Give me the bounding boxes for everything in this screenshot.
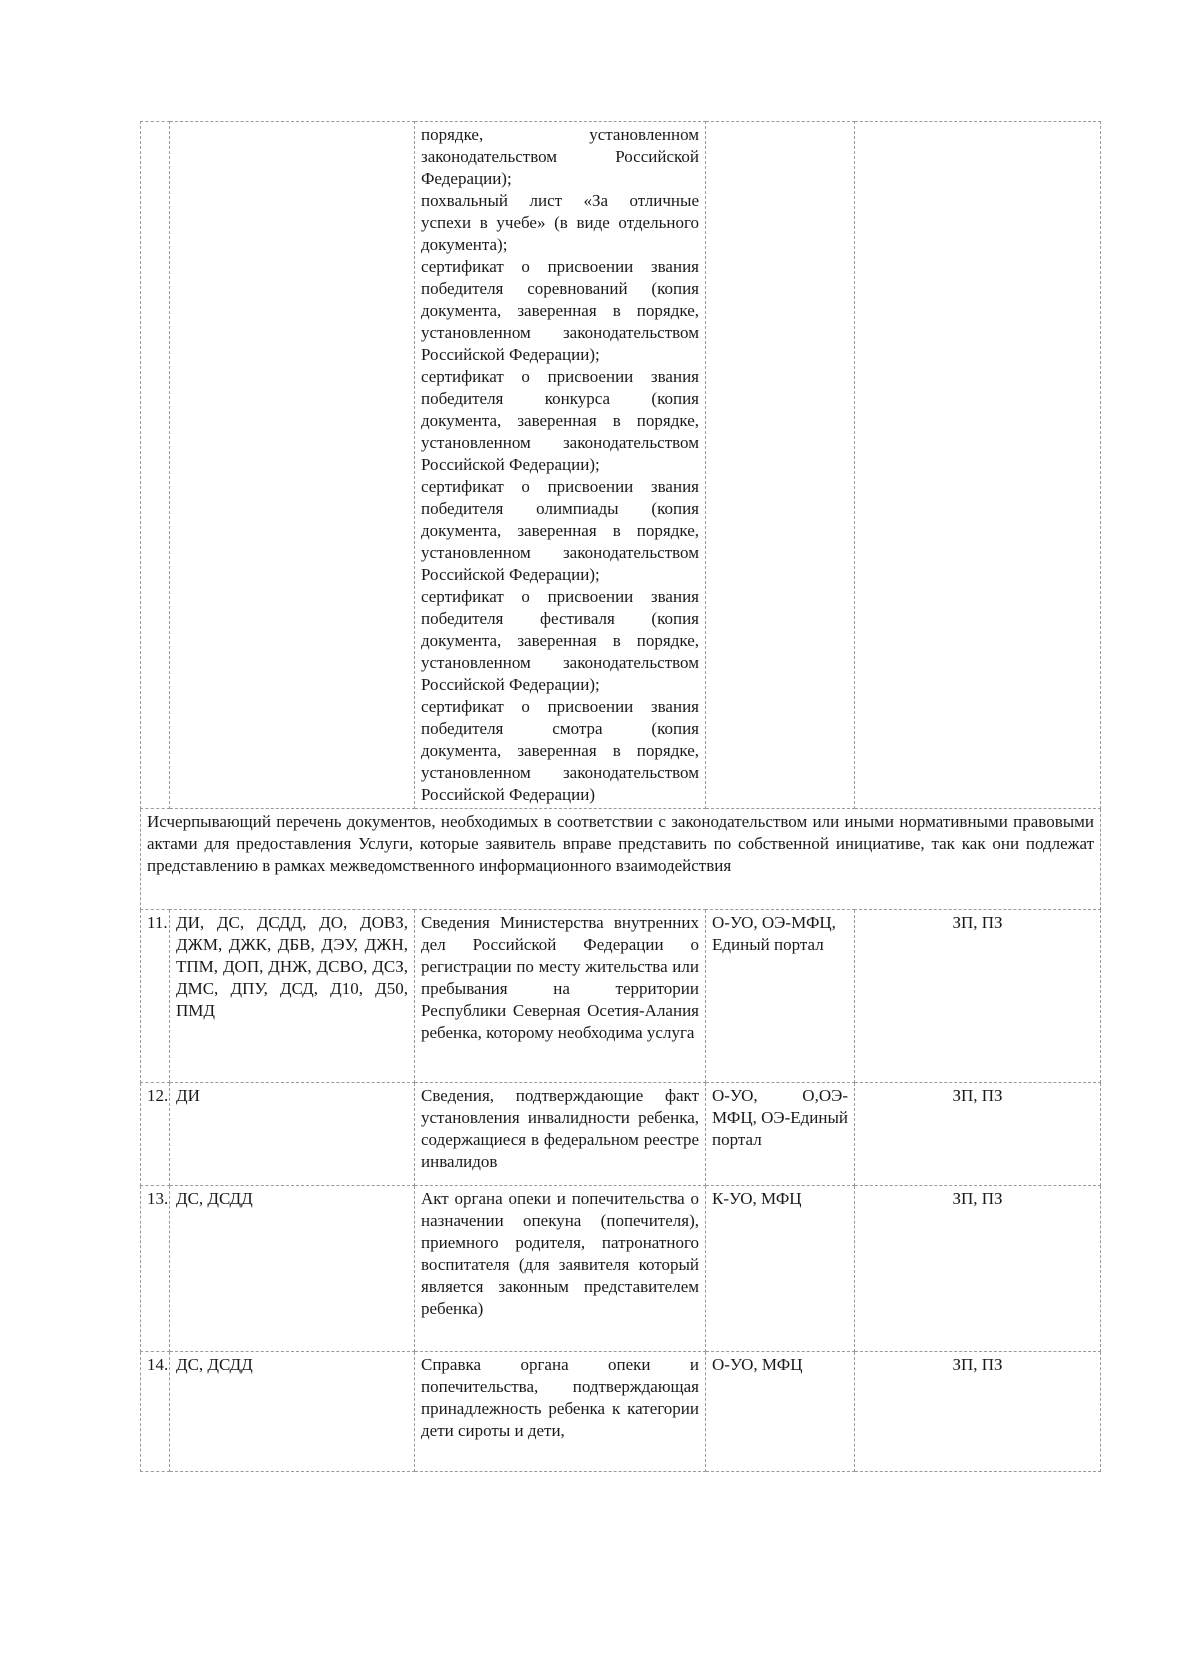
- row-result: ЗП, ПЗ: [855, 910, 1101, 1083]
- row-method: О-УО, О,ОЭ-МФЦ, ОЭ-Единый портал: [706, 1083, 855, 1186]
- continuation-line: победителя конкурса (копия: [421, 389, 699, 408]
- continuation-line: Федерации);: [421, 169, 512, 188]
- continuation-num-cell: [141, 122, 170, 809]
- continuation-line: победителя смотра (копия: [421, 719, 699, 738]
- continuation-line: Российской Федерации);: [421, 455, 600, 474]
- continuation-line: установленном законодательством: [421, 433, 699, 452]
- row-codes: ДИ: [170, 1083, 415, 1186]
- continuation-line: установленном законодательством: [421, 653, 699, 672]
- row-result: ЗП, ПЗ: [855, 1352, 1101, 1472]
- table-row: [141, 1186, 1101, 1352]
- continuation-description-cell: [415, 122, 706, 809]
- table-row: [141, 1352, 1101, 1472]
- continuation-line: успехи в учебе» (в виде отдельного: [421, 213, 699, 232]
- row-method: О-УО, МФЦ: [706, 1352, 855, 1472]
- services-table: [140, 121, 1101, 1472]
- continuation-line: победителя фестиваля (копия: [421, 609, 699, 628]
- continuation-line: Российской Федерации);: [421, 345, 600, 364]
- table-row: [141, 910, 1101, 1083]
- continuation-line: документа, заверенная в порядке,: [421, 631, 699, 650]
- row-number: 12.: [141, 1083, 170, 1186]
- continuation-line: документа);: [421, 235, 508, 254]
- row-number: 14.: [141, 1352, 170, 1472]
- continuation-line: похвальный лист «За отличные: [421, 191, 699, 210]
- continuation-result-cell: [855, 122, 1101, 809]
- continuation-line: установленном законодательством: [421, 543, 699, 562]
- continuation-line: документа, заверенная в порядке,: [421, 301, 699, 320]
- continuation-line: документа, заверенная в порядке,: [421, 521, 699, 540]
- continuation-line: Российской Федерации): [421, 785, 595, 804]
- section-note-row: [141, 809, 1101, 910]
- row-number: 13.: [141, 1186, 170, 1352]
- continuation-line: сертификат о присвоении звания: [421, 587, 699, 606]
- row-codes: ДИ, ДС, ДСДД, ДО, ДОВЗ, ДЖМ, ДЖК, ДБВ, ДЭУ, ДЖН, ТПМ, ДОП, ДНЖ, ДСВО, ДСЗ, ДМС, ДПУ, ДСД, Д10, Д50, ПМД: [170, 910, 415, 1083]
- row-result: ЗП, ПЗ: [855, 1083, 1101, 1186]
- continuation-line: Российской Федерации);: [421, 565, 600, 584]
- row-result: ЗП, ПЗ: [855, 1186, 1101, 1352]
- row-method: О-УО, ОЭ-МФЦ, Единый портал: [706, 910, 855, 1083]
- table-row: [141, 1083, 1101, 1186]
- row-description: Справка органа опеки и попечительства, подтверждающая принадлежность ребенка к категории дети сироты и дети,: [415, 1352, 706, 1472]
- continuation-line: победителя соревнований (копия: [421, 279, 699, 298]
- continuation-line: установленном законодательством: [421, 323, 699, 342]
- continuation-line: сертификат о присвоении звания: [421, 697, 699, 716]
- row-description: Сведения Министерства внутренних дел Российской Федерации о регистрации по месту жительства или пребывания на территории Республики Северная Осетия-Алания ребенка, которому необходима услуга: [415, 910, 706, 1083]
- continuation-line: сертификат о присвоении звания: [421, 367, 699, 386]
- section-note: Исчерпывающий перечень документов, необходимых в соответствии с законодательством или иными нормативными правовыми актами для предоставления Услуги, которые заявитель вправе представить по собственной инициативе, так как они подлежат представлению в рамках межведомственного информационного взаимодействия: [141, 809, 1101, 910]
- continuation-line: сертификат о присвоении звания: [421, 477, 699, 496]
- continuation-line: сертификат о присвоении звания: [421, 257, 699, 276]
- row-method: К-УО, МФЦ: [706, 1186, 855, 1352]
- row-number: 11.: [141, 910, 170, 1083]
- continuation-codes-cell: [170, 122, 415, 809]
- continuation-line: законодательством Российской: [421, 147, 699, 166]
- continuation-line: установленном законодательством: [421, 763, 699, 782]
- continuation-line: порядке, установленном: [421, 125, 699, 144]
- continuation-line: Российской Федерации);: [421, 675, 600, 694]
- row-codes: ДС, ДСДД: [170, 1352, 415, 1472]
- continuation-method-cell: [706, 122, 855, 809]
- row-description: Акт органа опеки и попечительства о назначении опекуна (попечителя), приемного родителя, патронатного воспитателя (для заявителя который является законным представителем ребенка): [415, 1186, 706, 1352]
- continuation-row: [141, 122, 1101, 809]
- continuation-line: документа, заверенная в порядке,: [421, 411, 699, 430]
- continuation-line: документа, заверенная в порядке,: [421, 741, 699, 760]
- row-description: Сведения, подтверждающие факт установления инвалидности ребенка, содержащиеся в федеральном реестре инвалидов: [415, 1083, 706, 1186]
- row-codes: ДС, ДСДД: [170, 1186, 415, 1352]
- continuation-line: победителя олимпиады (копия: [421, 499, 699, 518]
